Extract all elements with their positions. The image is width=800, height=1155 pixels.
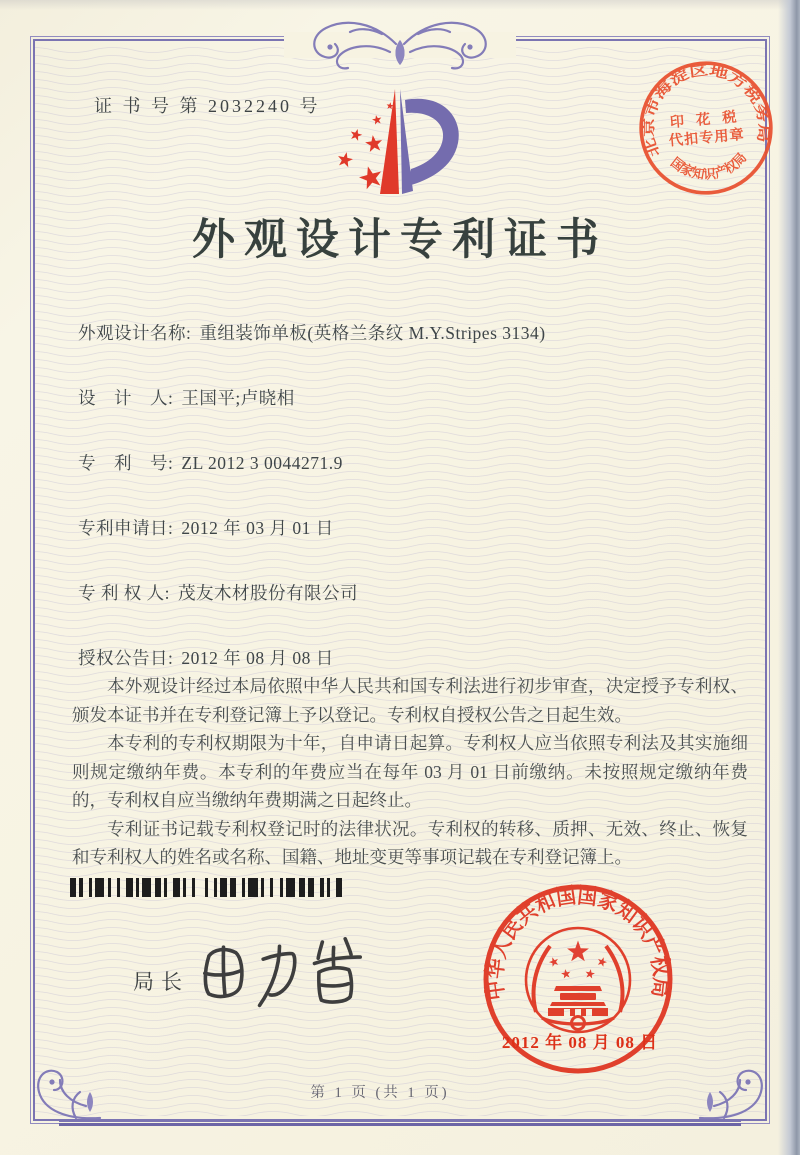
field-patentee [78,580,728,604]
seal-date: 2012 年 08 月 08 日 [501,1033,659,1052]
field-label: 外观设计名称: [78,323,192,343]
field-grant-date [78,645,728,669]
director-title-label: 局长 [133,970,189,994]
field-label: 设 计 人: [78,388,174,408]
page-footer: 第 1 页 (共 1 页) [310,1085,450,1101]
field-designer [78,385,728,409]
seal-arc-text: 中华人民共和国国家知识产权局 [481,882,675,1002]
field-design-name [78,320,728,344]
tax-stamp [624,46,789,211]
field-label: 专利申请日: [78,518,174,538]
certificate-number: 证 书 号 第 2032240 号 [94,96,321,116]
field-value: 2012 年 03 月 01 日 [181,518,334,538]
certificate-title: 外观设计专利证书 [192,217,608,264]
sipo-official-seal [462,866,694,1098]
body-paragraph: 专利证书记载专利权登记时的法律状况。专利权的转移、质押、无效、终止、恢复和专利权人的姓名或名称、国籍、地址变更等事项记载在专利登记簿上。 [72,818,748,867]
certificate-fields [78,320,728,710]
field-label: 专 利 权 人: [78,583,170,603]
field-value: 茂友木材股份有限公司 [178,583,358,603]
bottom-border-bar [59,1120,741,1126]
sipo-logo-icon [320,80,496,208]
scan-edge-top [0,0,800,10]
body-paragraph: 本专利的专利权期限为十年，自申请日起算。专利权人应当依照专利法及其实施细则规定缴纳年费。本专利的年费应当在每年 03 月 01 日前缴纳。未按照规定缴纳年费的，专利权自应当缴纳年费期满之日起终止。 [72,733,748,810]
field-patent-number [78,450,728,474]
tax-stamp-top-arc: 北京市海淀区地方税务局 [641,62,772,159]
field-value: 王国平;卢晓相 [181,388,295,408]
top-flourish-ornament [258,10,542,72]
field-value: ZL 2012 3 0044271.9 [181,453,343,473]
svg-text:国家知识产权局 [667,148,751,185]
certificate-body [72,672,748,872]
tax-stamp-line2: 代扣专用章 [668,126,746,150]
field-value: 2012 年 08 月 08 日 [181,648,334,668]
field-label: 专 利 号: [78,453,174,473]
barcode [70,878,345,897]
national-emblem [526,928,630,1032]
tax-stamp-bottom-arc: 国家知识产权局 [668,149,750,183]
field-label: 授权公告日: [78,648,174,668]
director-signature [185,917,385,1032]
tax-stamp-line1: 印 花 税 [669,108,742,132]
field-filing-date [78,515,728,539]
body-paragraph: 本外观设计经过本局依照中华人民共和国专利法进行初步审查，决定授予专利权、颁发本证书并在专利登记簿上予以登记。专利权自授权公告之日起生效。 [72,676,748,725]
field-value: 重组装饰单板(英格兰条纹 M.Y.Stripes 3134) [199,323,546,343]
